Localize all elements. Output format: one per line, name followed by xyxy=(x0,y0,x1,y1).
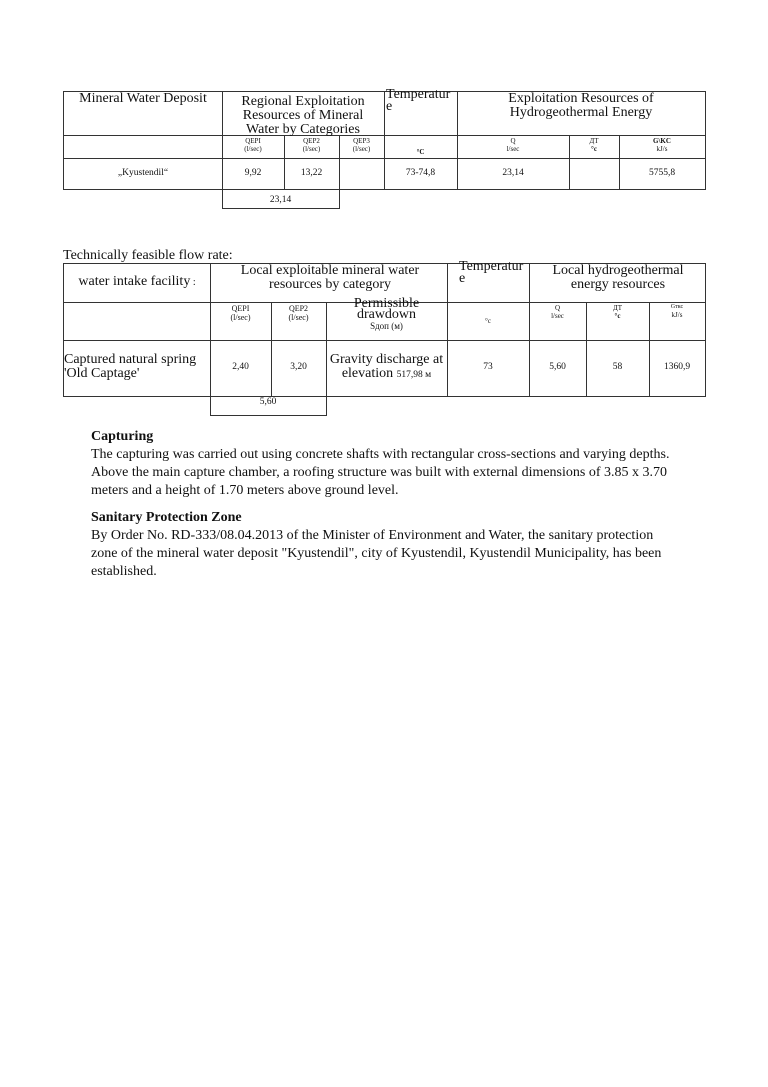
header-hydrogeothermal-2: Local hydrogeothermal energy resources xyxy=(552,263,684,292)
sub2-permissible-drawdown: Permissible drawdown xyxy=(353,296,420,322)
header-temperature: Temperature xyxy=(386,87,451,114)
sub2-qep2-unit: (l/sec) xyxy=(288,313,309,322)
sub2-dt: ДТ xyxy=(612,304,623,312)
capturing-heading: Capturing xyxy=(91,429,154,444)
sub-qep2-unit: (l/sec) xyxy=(302,145,321,153)
sub-qep1: QEPI xyxy=(245,137,261,145)
table2-total: 5,60 xyxy=(259,397,277,407)
tech-feasible-label: Technically feasible flow rate: xyxy=(63,248,233,263)
sanitary-text: By Order No. RD-333/08.04.2013 of the Minister of Environment and Water, the sanitary protection zone of the mineral water deposit "Kyustendil", city of Kyustendil, Kyustendil Municipality, has been established. xyxy=(91,528,662,579)
table1-total: 23,14 xyxy=(269,195,292,205)
header-local-exploitable: Local exploitable mineral water resources by category xyxy=(240,263,420,292)
sub2-g: Gткс xyxy=(670,304,684,310)
sub-dt: ДТ xyxy=(589,137,599,145)
sub2-q: Q xyxy=(554,304,561,312)
sub2-permissible-unit: Sдоп (м) xyxy=(370,321,403,331)
header-water-intake-mark: : xyxy=(192,277,196,288)
sub2-dt-unit: °c xyxy=(614,312,621,320)
sub2-qep1: QEPI xyxy=(231,304,250,313)
row-q: 23,14 xyxy=(502,168,524,178)
row2-qep2: 3,20 xyxy=(290,362,307,372)
sub-dt-unit: °c xyxy=(591,145,597,153)
row-deposit-name: „Kyustendil“ xyxy=(117,168,169,178)
sub-q: Q xyxy=(510,137,516,145)
row2-g: 1360,9 xyxy=(663,362,691,372)
row-qep1: 9,92 xyxy=(244,168,262,178)
sub-g: G\KC xyxy=(653,137,671,145)
row2-permissible-value: 517,98 м xyxy=(396,370,432,380)
sub-qep3-unit: (l/sec) xyxy=(352,145,371,153)
capturing-text: The capturing was carried out using concrete shafts with rectangular cross-sections and varying depths. Above the main capture chamber, a roofing structure was built with external dimensions of 3.85 x 3.70 meters and a height of 1.70 meters above ground level. xyxy=(91,447,670,498)
sub-qep1-unit: (l/sec) xyxy=(244,145,262,153)
sub2-qep1-unit: (l/sec) xyxy=(230,313,251,322)
row-qep2: 13,22 xyxy=(300,168,323,178)
header-temperature-2: Temperature xyxy=(459,259,524,286)
header-mineral-water-deposit: Mineral Water Deposit xyxy=(79,91,207,106)
sub2-g-unit: kJ/s xyxy=(671,311,683,319)
sub-qep3: QEP3 xyxy=(353,137,370,145)
header-water-intake: water intake facility xyxy=(78,274,191,289)
row2-qep1: 2,40 xyxy=(232,362,249,372)
sub2-q-unit: l/sec xyxy=(551,312,564,320)
sanitary-heading: Sanitary Protection Zone xyxy=(91,510,242,525)
row2-temperature: 73 xyxy=(483,362,493,372)
sub-g-unit: kJ/s xyxy=(656,145,668,153)
sub-q-unit: l/sec xyxy=(506,145,520,153)
sub2-temp-unit: °c xyxy=(485,317,491,325)
row-g: 5755,8 xyxy=(648,168,676,178)
header-hydrogeothermal-energy: Exploitation Resources of Hydrogeothermal Energy xyxy=(508,91,654,120)
row2-dt: 58 xyxy=(612,362,623,372)
row2-permissible: Gravity discharge at elevation xyxy=(329,352,444,381)
row2-q: 5,60 xyxy=(549,362,566,372)
sub2-qep2: QEP2 xyxy=(288,304,309,313)
sub-qep2: QEP2 xyxy=(303,137,320,145)
row2-facility-name: Captured natural spring 'Old Captage' xyxy=(64,352,197,381)
sub-temp-unit: °C xyxy=(416,148,425,156)
row-temperature: 73-74,8 xyxy=(405,168,436,178)
header-regional-exploitation: Regional Exploitation Resources of Mineral Water by Categories xyxy=(241,94,365,137)
